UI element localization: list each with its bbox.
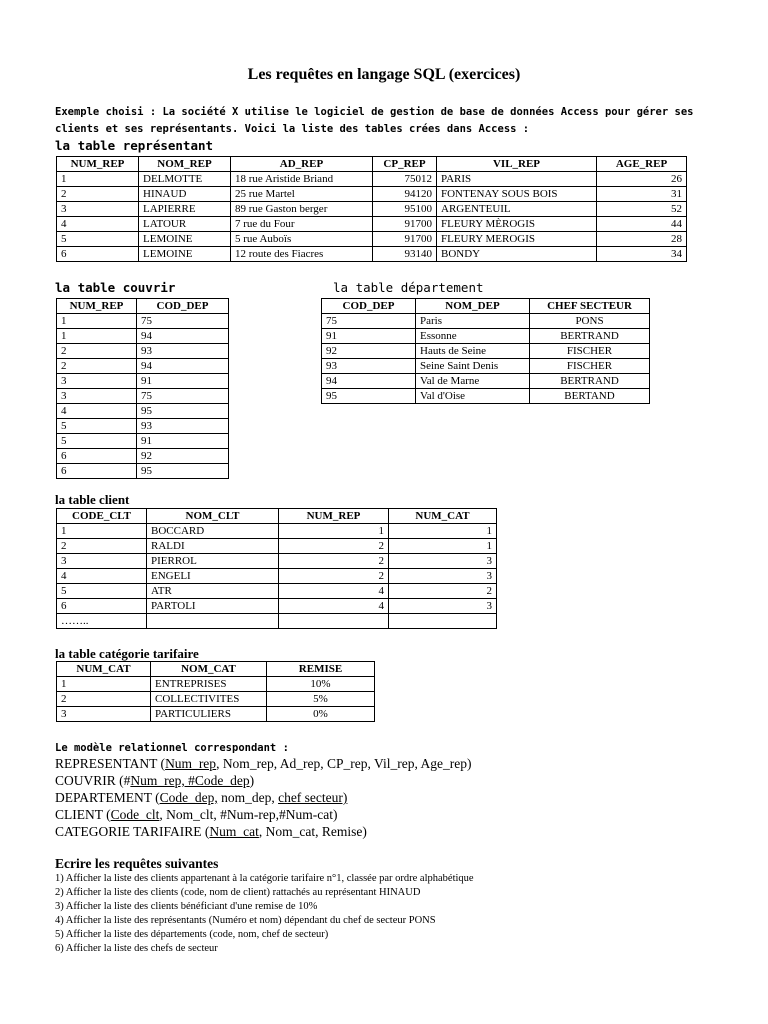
table-cell: LAPIERRE [139,202,231,217]
table-cell: 10% [267,677,375,692]
table-cell: FISCHER [530,344,650,359]
table-row [57,202,687,217]
table-cell: 4 [57,569,147,584]
table-row [57,584,497,599]
table-cell: 91700 [373,232,437,247]
table-cell: 91 [137,374,229,389]
model-text-segment: REPRESENTANT ( [55,756,166,771]
table-cell: DELMOTTE [139,172,231,187]
table-cell: 3 [57,374,137,389]
model-heading: Le modèle relationnel correspondant : [55,742,289,754]
model-key-segment: Code_clt [110,807,160,822]
table-row [57,359,229,374]
table-cell: 5 [57,584,147,599]
column-header: NOM_DEP [416,299,530,314]
table-row [57,232,687,247]
model-text-segment: , Nom_rep, Ad_rep, CP_rep, Vil_rep, Age_rep) [216,756,472,771]
table-cell: LATOUR [139,217,231,232]
table-row [322,389,650,404]
table-cell: PARIS [437,172,597,187]
table-row [57,329,229,344]
table-row [57,314,229,329]
table-cell: COLLECTIVITES [151,692,267,707]
table-row [57,404,229,419]
table-cell: Val d'Oise [416,389,530,404]
departement-table [321,298,650,404]
table-row [57,677,375,692]
table-cell: 4 [279,584,389,599]
table-cell: 2 [57,344,137,359]
table-cell: 4 [279,599,389,614]
client-table [56,508,497,629]
model-text-segment: nom_dep, [217,790,279,805]
table-cell: 1 [57,314,137,329]
table-cell: 25 rue Martel [231,187,373,202]
table-cell: PARTICULIERS [151,707,267,722]
table-cell: 3 [57,202,139,217]
table-cell: ARGENTEUIL [437,202,597,217]
table-row [322,359,650,374]
table-row [57,569,497,584]
table-header-row [322,299,650,314]
table-cell: FISCHER [530,359,650,374]
representant-caption: la table représentant [55,138,214,153]
table-row [57,449,229,464]
table-cell: ENTREPRISES [151,677,267,692]
requests-list [55,872,474,956]
table-cell: 91 [322,329,416,344]
table-cell: 1 [389,539,497,554]
table-cell [279,614,389,629]
table-cell: 95 [137,404,229,419]
model-text-segment: CATEGORIE TARIFAIRE ( [55,824,210,839]
table-cell: PONS [530,314,650,329]
table-cell: 6 [57,247,139,262]
table-cell: 94 [137,359,229,374]
table-cell: …….. [57,614,147,629]
table-row [57,247,687,262]
table-row [57,419,229,434]
request-item: 5) Afficher la liste des départements (code, nom, chef de secteur) [55,929,329,940]
model-text-segment: , Nom_clt, #Num-rep,#Num-cat) [159,807,338,822]
table-cell: 93140 [373,247,437,262]
table-cell: FLEURY MEROGIS [437,232,597,247]
table-cell: LEMOINE [139,232,231,247]
table-cell: 75 [137,389,229,404]
table-row [57,539,497,554]
table-cell: 3 [389,599,497,614]
table-cell: 5% [267,692,375,707]
table-cell: PIERROL [147,554,279,569]
requests-heading: Ecrire les requêtes suivantes [55,856,219,871]
table-row [57,524,497,539]
table-cell: 91700 [373,217,437,232]
column-header: NUM_CAT [389,509,497,524]
table-cell: 5 [57,232,139,247]
table-cell: 4 [57,404,137,419]
model-text-segment: ) [249,773,255,788]
table-cell: 31 [597,187,687,202]
model-line [55,772,471,789]
table-cell: 3 [57,707,151,722]
table-cell: 95100 [373,202,437,217]
table-cell: 93 [137,419,229,434]
model-key-segment: Num_rep [165,756,217,771]
column-header: AD_REP [231,157,373,172]
table-row [322,329,650,344]
model-key-segment: chef secteur) [278,790,348,805]
table-cell: 93 [137,344,229,359]
column-header: VIL_REP [437,157,597,172]
table-row [57,187,687,202]
column-header: NUM_REP [57,299,137,314]
table-cell: 5 rue Auboïs [231,232,373,247]
table-cell: FLEURY MÈROGIS [437,217,597,232]
table-cell: 2 [389,584,497,599]
table-cell: 92 [322,344,416,359]
table-cell: 94120 [373,187,437,202]
table-row [57,599,497,614]
intro-line-2: clients et ses représentants. Voici la liste des tables crées dans Access : [55,123,530,135]
table-cell: 4 [57,217,139,232]
request-item: 3) Afficher la liste des clients bénéficiant d'une remise de 10% [55,901,318,912]
table-cell: Seine Saint Denis [416,359,530,374]
table-cell: 5 [57,419,137,434]
column-header: CODE_CLT [57,509,147,524]
table-row [57,464,229,479]
table-cell: RALDI [147,539,279,554]
table-cell: BERTAND [530,389,650,404]
table-cell: 94 [137,329,229,344]
model-text-segment: DEPARTEMENT ( [55,790,160,805]
column-header: NUM_REP [57,157,139,172]
table-cell: Val de Marne [416,374,530,389]
table-cell: Essonne [416,329,530,344]
table-cell: 28 [597,232,687,247]
table-cell: BOCCARD [147,524,279,539]
table-cell: 1 [57,524,147,539]
categorie-caption: la table catégorie tarifaire [55,646,199,661]
column-header: AGE_REP [597,157,687,172]
table-row [57,554,497,569]
model-line [55,755,471,772]
table-cell: 26 [597,172,687,187]
table-cell: 12 route des Fiacres [231,247,373,262]
table-row [57,344,229,359]
table-row [57,434,229,449]
column-header: NUM_CAT [57,662,151,677]
table-cell: 3 [57,389,137,404]
table-cell: 3 [57,554,147,569]
column-header: CHEF SECTEUR [530,299,650,314]
table-cell: 89 rue Gaston berger [231,202,373,217]
model-text-segment: COUVRIR (# [55,773,131,788]
table-cell: Paris [416,314,530,329]
column-header: REMISE [267,662,375,677]
page-title: Les requêtes en langage SQL (exercices) [247,66,521,83]
table-cell: 6 [57,599,147,614]
table-cell: BONDY [437,247,597,262]
table-cell: HINAUD [139,187,231,202]
model-key-segment: Num_cat [209,824,259,839]
table-header-row [57,299,229,314]
table-cell: 2 [279,539,389,554]
table-cell: FONTENAY SOUS BOIS [437,187,597,202]
table-cell: 1 [57,172,139,187]
categorie-table [56,661,375,722]
table-row [57,374,229,389]
table-row [322,374,650,389]
table-cell: 93 [322,359,416,374]
table-header-row [57,157,687,172]
table-row [57,217,687,232]
table-cell: 5 [57,434,137,449]
table-cell: 1 [389,524,497,539]
table-cell: 2 [57,692,151,707]
table-cell: 34 [597,247,687,262]
column-header: NOM_REP [139,157,231,172]
table-row [57,614,497,629]
representant-table [56,156,687,262]
column-header: NOM_CAT [151,662,267,677]
table-cell: 1 [279,524,389,539]
model-key-segment: Num_rep, #Code_dep [130,773,250,788]
intro-line-1: Exemple choisi : La société X utilise le logiciel de gestion de base de données Access pour gérer ses [55,106,694,118]
table-cell: ENGELI [147,569,279,584]
table-cell: 95 [137,464,229,479]
client-caption: la table client [55,492,130,507]
table-cell: Hauts de Seine [416,344,530,359]
request-item: 1) Afficher la liste des clients appartenant à la catégorie tarifaire n°1, classée par ordre alphabétique [55,873,474,884]
table-cell: 6 [57,464,137,479]
table-cell: 94 [322,374,416,389]
column-header: NUM_REP [279,509,389,524]
table-cell: 91 [137,434,229,449]
column-header: CP_REP [373,157,437,172]
table-cell: 3 [389,554,497,569]
table-cell: 2 [57,359,137,374]
table-row [57,707,375,722]
table-cell: 2 [279,569,389,584]
table-header-row [57,509,497,524]
model-key-segment: Code_dep, [159,790,218,805]
couvrir-table [56,298,229,479]
table-row [57,692,375,707]
couvrir-caption: la table couvrir [55,280,176,295]
table-cell: 18 rue Aristide Briand [231,172,373,187]
column-header: NOM_CLT [147,509,279,524]
table-header-row [57,662,375,677]
table-cell: LEMOINE [139,247,231,262]
table-cell: 52 [597,202,687,217]
request-item: 6) Afficher la liste des chefs de secteur [55,943,218,954]
column-header: COD_DEP [322,299,416,314]
table-cell: 1 [57,677,151,692]
table-cell: ATR [147,584,279,599]
model-text-segment: , Nom_cat, Remise) [258,824,367,839]
departement-caption: la table département [333,280,484,295]
table-row [322,314,650,329]
model-line [55,823,471,840]
intro-paragraph [55,104,725,138]
table-cell: BERTRAND [530,329,650,344]
table-row [57,172,687,187]
table-cell: 3 [389,569,497,584]
table-cell [147,614,279,629]
table-cell: 6 [57,449,137,464]
request-item: 4) Afficher la liste des représentants (Numéro et nom) dépendant du chef de secteur PONS [55,915,436,926]
table-cell: 44 [597,217,687,232]
table-cell: PARTOLI [147,599,279,614]
table-cell: 2 [279,554,389,569]
table-cell: 0% [267,707,375,722]
table-cell: 7 rue du Four [231,217,373,232]
table-cell: 75012 [373,172,437,187]
table-cell: 1 [57,329,137,344]
table-cell: 75 [137,314,229,329]
model-line [55,806,471,823]
model-text-segment: CLIENT ( [55,807,111,822]
table-cell [389,614,497,629]
relational-model [55,755,471,840]
table-row [57,389,229,404]
table-cell: 2 [57,187,139,202]
column-header: COD_DEP [137,299,229,314]
table-cell: 2 [57,539,147,554]
table-row [322,344,650,359]
model-line [55,789,471,806]
table-cell: 95 [322,389,416,404]
table-cell: 92 [137,449,229,464]
table-cell: BERTRAND [530,374,650,389]
table-cell: 75 [322,314,416,329]
request-item: 2) Afficher la liste des clients (code, nom de client) rattachés au représentant HINAUD [55,887,421,898]
